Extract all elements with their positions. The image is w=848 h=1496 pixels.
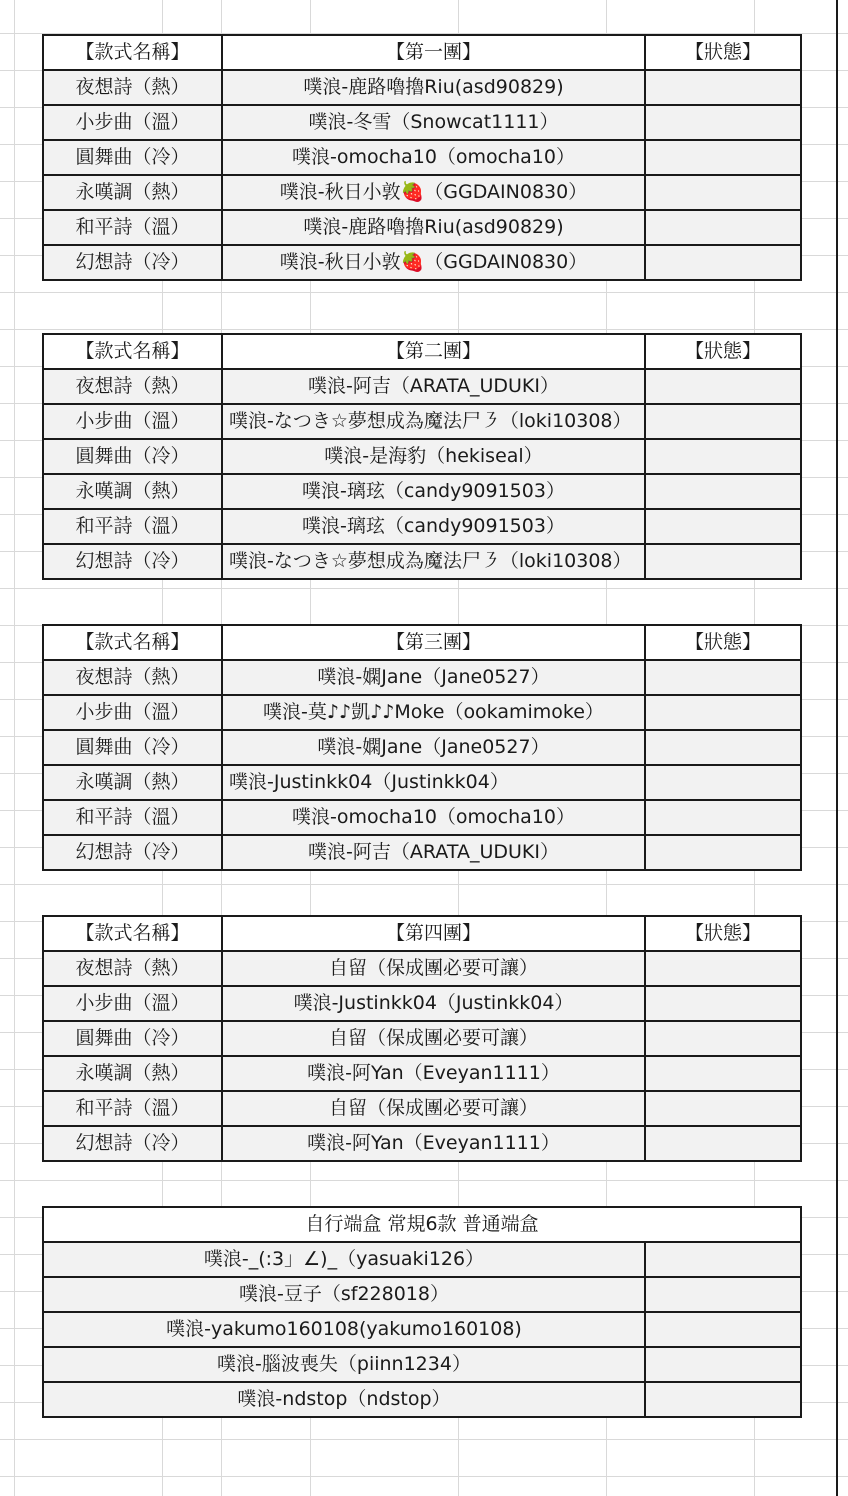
style-cell[interactable]: 小步曲（溫）: [43, 105, 222, 140]
group-header-cell[interactable]: 【第三團】: [222, 625, 645, 660]
status-cell[interactable]: [645, 1382, 801, 1417]
box-group-table: [42, 1206, 802, 1418]
table-row: [43, 1277, 801, 1312]
status-cell[interactable]: [645, 1312, 801, 1347]
member-cell[interactable]: 噗浪-鹿路嚕擼Riu(asd90829): [222, 210, 645, 245]
status-cell[interactable]: [645, 1347, 801, 1382]
table-row: [43, 835, 801, 870]
table-row: [43, 105, 801, 140]
status-cell[interactable]: [645, 730, 801, 765]
status-header-cell[interactable]: 【狀態】: [645, 334, 801, 369]
style-cell[interactable]: 和平詩（溫）: [43, 800, 222, 835]
member-cell[interactable]: 噗浪-阿吉（ARATA_UDUKI）: [222, 369, 645, 404]
table-row: [43, 1091, 801, 1126]
style-cell[interactable]: 夜想詩（熱）: [43, 951, 222, 986]
status-cell[interactable]: [645, 1056, 801, 1091]
style-cell[interactable]: 夜想詩（熱）: [43, 369, 222, 404]
member-cell[interactable]: 噗浪-Justinkk04（Justinkk04）: [222, 765, 645, 800]
group-table-3: [42, 624, 802, 871]
status-cell[interactable]: [645, 474, 801, 509]
status-cell[interactable]: [645, 695, 801, 730]
style-cell[interactable]: 夜想詩（熱）: [43, 70, 222, 105]
table-row: [43, 245, 801, 280]
table-row: [43, 1312, 801, 1347]
status-cell[interactable]: [645, 660, 801, 695]
status-header-cell[interactable]: 【狀態】: [645, 916, 801, 951]
style-cell[interactable]: 幻想詩（冷）: [43, 245, 222, 280]
status-cell[interactable]: [645, 369, 801, 404]
member-cell[interactable]: 噗浪-秋日小敦🍓（GGDAIN0830）: [222, 175, 645, 210]
member-cell[interactable]: 噗浪-璃玹（candy9091503）: [222, 474, 645, 509]
member-cell[interactable]: 噗浪-璃玹（candy9091503）: [222, 509, 645, 544]
style-cell[interactable]: 夜想詩（熱）: [43, 660, 222, 695]
table-row: [43, 730, 801, 765]
table-row: [43, 1056, 801, 1091]
table-row: [43, 175, 801, 210]
table-header-row: [43, 35, 801, 70]
member-cell[interactable]: 噗浪-秋日小敦🍓（GGDAIN0830）: [222, 245, 645, 280]
table-row: [43, 1347, 801, 1382]
table-row: [43, 369, 801, 404]
style-cell[interactable]: 永嘆調（熱）: [43, 175, 222, 210]
table-row: [43, 800, 801, 835]
member-cell[interactable]: 噗浪-是海豹（hekiseal）: [222, 439, 645, 474]
group-table-4: [42, 915, 802, 1162]
style-cell[interactable]: 圓舞曲（冷）: [43, 439, 222, 474]
group-header-cell[interactable]: 【第二團】: [222, 334, 645, 369]
style-header-cell[interactable]: 【款式名稱】: [43, 625, 222, 660]
status-cell[interactable]: [645, 245, 801, 280]
member-cell[interactable]: 噗浪-阿吉（ARATA_UDUKI）: [222, 835, 645, 870]
status-cell[interactable]: [645, 140, 801, 175]
member-cell[interactable]: 噗浪-_(:3」∠)_（yasuaki126）: [43, 1242, 645, 1277]
status-cell[interactable]: [645, 509, 801, 544]
member-cell[interactable]: 噗浪-嫻Jane（Jane0527）: [222, 730, 645, 765]
member-cell[interactable]: 噗浪-omocha10（omocha10）: [222, 800, 645, 835]
style-cell[interactable]: 永嘆調（熱）: [43, 765, 222, 800]
style-cell[interactable]: 永嘆調（熱）: [43, 474, 222, 509]
status-cell[interactable]: [645, 210, 801, 245]
status-header-cell[interactable]: 【狀態】: [645, 625, 801, 660]
style-cell[interactable]: 小步曲（溫）: [43, 986, 222, 1021]
status-cell[interactable]: [645, 70, 801, 105]
status-header-cell[interactable]: 【狀態】: [645, 35, 801, 70]
member-cell[interactable]: 噗浪-豆子（sf228018）: [43, 1277, 645, 1312]
member-cell[interactable]: 噗浪-omocha10（omocha10）: [222, 140, 645, 175]
table-row: [43, 474, 801, 509]
style-header-cell[interactable]: 【款式名稱】: [43, 35, 222, 70]
style-cell[interactable]: 和平詩（溫）: [43, 210, 222, 245]
member-cell[interactable]: 噗浪-腦波喪失（piinn1234）: [43, 1347, 645, 1382]
table-row: [43, 1382, 801, 1417]
status-cell[interactable]: [645, 439, 801, 474]
table-row: [43, 695, 801, 730]
table-row: [43, 544, 801, 579]
status-cell[interactable]: [645, 105, 801, 140]
group-table-1: [42, 34, 802, 281]
status-cell[interactable]: [645, 951, 801, 986]
style-cell[interactable]: 圓舞曲（冷）: [43, 1021, 222, 1056]
style-cell[interactable]: 幻想詩（冷）: [43, 1126, 222, 1161]
table-row: [43, 404, 801, 439]
member-cell[interactable]: 噗浪-阿Yan（Eveyan1111）: [222, 1056, 645, 1091]
status-cell[interactable]: [645, 404, 801, 439]
status-cell[interactable]: [645, 175, 801, 210]
table-header-row: [43, 1207, 801, 1242]
style-cell[interactable]: 小步曲（溫）: [43, 695, 222, 730]
table-row: [43, 1021, 801, 1056]
style-cell[interactable]: 圓舞曲（冷）: [43, 140, 222, 175]
status-cell[interactable]: [645, 800, 801, 835]
grid-line: [14, 0, 15, 1496]
member-cell[interactable]: 噗浪-yakumo160108(yakumo160108): [43, 1312, 645, 1347]
style-header-cell[interactable]: 【款式名稱】: [43, 916, 222, 951]
style-cell[interactable]: 幻想詩（冷）: [43, 544, 222, 579]
table-row: [43, 140, 801, 175]
box-group-title-cell[interactable]: 自行端盒 常規6款 普通端盒: [43, 1207, 801, 1242]
status-cell[interactable]: [645, 835, 801, 870]
member-cell[interactable]: 噗浪-ndstop（ndstop）: [43, 1382, 645, 1417]
member-cell[interactable]: 噗浪-鹿路嚕擼Riu(asd90829): [222, 70, 645, 105]
member-cell[interactable]: 自留（保成團必要可讓）: [222, 951, 645, 986]
status-cell[interactable]: [645, 1126, 801, 1161]
adjacent-column-border: [836, 0, 838, 1496]
status-cell[interactable]: [645, 1277, 801, 1312]
member-cell[interactable]: 噗浪-なつき☆夢想成為魔法尸㇋（loki10308）: [222, 544, 645, 579]
status-cell[interactable]: [645, 1021, 801, 1056]
status-cell[interactable]: [645, 1242, 801, 1277]
member-cell[interactable]: 噗浪-阿Yan（Eveyan1111）: [222, 1126, 645, 1161]
table-row: [43, 1242, 801, 1277]
table-row: [43, 765, 801, 800]
member-cell[interactable]: 噗浪-嫻Jane（Jane0527）: [222, 660, 645, 695]
style-cell[interactable]: 永嘆調（熱）: [43, 1056, 222, 1091]
member-cell[interactable]: 自留（保成團必要可讓）: [222, 1021, 645, 1056]
table-row: [43, 986, 801, 1021]
style-cell[interactable]: 圓舞曲（冷）: [43, 730, 222, 765]
group-table-2: [42, 333, 802, 580]
table-row: [43, 951, 801, 986]
table-header-row: [43, 334, 801, 369]
member-cell[interactable]: 自留（保成團必要可讓）: [222, 1091, 645, 1126]
table-header-row: [43, 916, 801, 951]
status-cell[interactable]: [645, 544, 801, 579]
table-row: [43, 70, 801, 105]
style-cell[interactable]: 幻想詩（冷）: [43, 835, 222, 870]
status-cell[interactable]: [645, 986, 801, 1021]
table-header-row: [43, 625, 801, 660]
style-cell[interactable]: 小步曲（溫）: [43, 404, 222, 439]
style-cell[interactable]: 和平詩（溫）: [43, 1091, 222, 1126]
style-cell[interactable]: 和平詩（溫）: [43, 509, 222, 544]
member-cell[interactable]: 噗浪-莫♪♪凱♪♪Moke（ookamimoke）: [222, 695, 645, 730]
style-header-cell[interactable]: 【款式名稱】: [43, 334, 222, 369]
table-row: [43, 439, 801, 474]
status-cell[interactable]: [645, 765, 801, 800]
group-header-cell[interactable]: 【第一團】: [222, 35, 645, 70]
status-cell[interactable]: [645, 1091, 801, 1126]
member-cell[interactable]: 噗浪-冬雪（Snowcat1111）: [222, 105, 645, 140]
table-row: [43, 660, 801, 695]
table-row: [43, 1126, 801, 1161]
member-cell[interactable]: 噗浪-Justinkk04（Justinkk04）: [222, 986, 645, 1021]
group-header-cell[interactable]: 【第四團】: [222, 916, 645, 951]
member-cell[interactable]: 噗浪-なつき☆夢想成為魔法尸㇋（loki10308）: [222, 404, 645, 439]
table-row: [43, 210, 801, 245]
table-row: [43, 509, 801, 544]
